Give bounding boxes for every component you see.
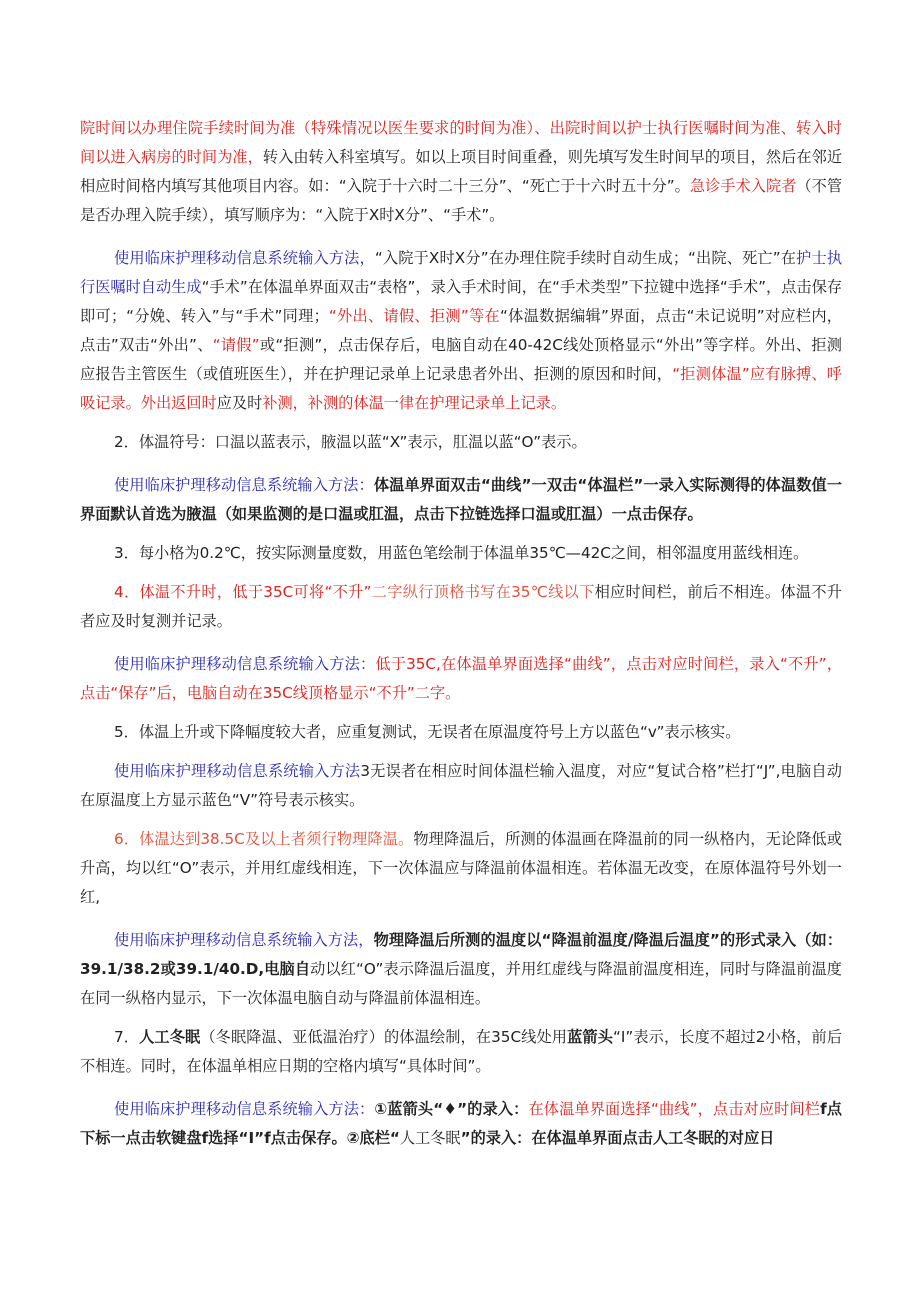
blue-arrow-input: ①蓝箭头“♦”的录入： (374, 1100, 529, 1118)
system-input-heading: 使用临床护理移动信息系统输入方法， (114, 931, 374, 949)
text: ”的录入： (460, 1129, 532, 1147)
text: （不管是否办理入院手续），填写顺序为：“入院于X时X分”、“手术”。 (80, 177, 843, 224)
text: 动以红“O”表示降温后温度，并用红虚线与降温前温度相连，同时与降温前温度在同一纵格内显示，下一次体温电脑自动与降温前体温相连。 (80, 960, 842, 1007)
not-rising-input-steps: 低于35C,在体温单界面选择“曲线”，点击对应时间栏，录入“不升”，点击“保存”后，电脑自动在35C线顶格显示“不升”二字。 (80, 655, 843, 702)
leave-label: “请假” (212, 336, 260, 354)
text: “体温数据编辑”界面，点击“未记说明”对应栏内，点击”双击“外出”、 (80, 307, 842, 354)
text: 3无误者在相应时间体温栏输入温度，对应“复试合格”栏打“J”,电脑自动在原温度上方显示蓝色“V”符号表示核实。 (80, 762, 842, 809)
paragraph-system-input-verify (80, 757, 842, 815)
system-input-heading: 使用临床护理移动信息系统输入方法： (114, 476, 374, 494)
temp-input-steps: 体温单界面双击“曲线”一双击“体温栏”一录入实际测得的体温数值一界面默认首选为腋温（如果监测的是口温或肛温，点击下拉链选择口温或肛温）一点击保存。 (80, 476, 842, 523)
physical-cooling-rule: 6．体温达到38.5C及以上者须行物理降温。 (114, 830, 414, 848)
refuse-temp-rule: “拒测体温”应有脉搏、呼吸记录。外出返回时 (80, 365, 842, 412)
text: “I”表示，长度不超过2小格，前后不相连。同时，在体温单相应日期的空格内填写“具体时间”。 (80, 1028, 843, 1075)
paragraph-temp-symbols (80, 428, 842, 457)
text: 转入由转入科室填写。如以上项目时间重叠，则先填写发生时间早的项目，然后在邻近相应时间格内填写其他项目内容。如：“入院于十六时二十三分”、“死亡于十六时五十分”。 (80, 148, 843, 195)
text: 相应时间栏，前后不相连。体温不升者应及时复测并记录。 (80, 583, 842, 630)
keyboard-steps: f点下标一点击软键盘f选择“I”f点击保存。②底栏“ (80, 1100, 842, 1147)
paragraph-admission-time (80, 114, 842, 230)
paragraph-system-input-hibernation (80, 1095, 842, 1153)
system-input-heading: 使用临床护理移动信息系统输入方法： (114, 655, 376, 673)
nurse-order-auto: 护士执行医嘱时自动生成 (80, 249, 843, 296)
paragraph-temp-not-rising (80, 578, 842, 636)
paragraph-large-change (80, 718, 842, 747)
system-input-heading: 使用临床护理移动信息系统输入方法： (114, 1100, 375, 1118)
text: 7． (114, 1028, 140, 1046)
text: 应及时 (216, 394, 263, 412)
admission-time-rule: 院时间以办理住院手续时间为准（特殊情况以医生要求的时间为准）、出院时间以护士执行医嘱时间为准、转入时间以进入病房的时间为准， (80, 119, 842, 166)
paragraph-physical-cooling (80, 825, 842, 912)
text: 人工冬眠 (399, 1129, 461, 1147)
out-leave-refuse: “外出、请假、拒测”等在 (328, 307, 500, 325)
artificial-hibernation-label: 人工冬眠 (139, 1028, 201, 1046)
paragraph-grid-scale (80, 539, 842, 568)
retest-record-rule: 补测，补测的体温一律在护理记录单上记录。 (262, 394, 566, 412)
cooling-input-format: 物理降温后所测的温度以“降温前温度/降温后温度”的形式录入（如：39.1/38.2或39.1/40.D,电脑自 (80, 931, 843, 978)
text: 3．每小格为0.2℃，按实际测量度数，用蓝色笔绘制于体温单35℃—42C之间，相邻温度用蓝线相连。 (114, 544, 809, 562)
paragraph-system-input-temp (80, 471, 842, 529)
paragraph-system-input-events (80, 244, 842, 418)
system-input-heading: 使用临床护理移动信息系统输入方法 (114, 762, 361, 780)
emergency-surgery-admission: 急诊手术入院者 (689, 177, 797, 195)
paragraph-system-input-not-rising (80, 650, 842, 708)
text: （冬眠降温、亚低温治疗）的体温绘制，在35C线处用 (200, 1028, 568, 1046)
paragraph-artificial-hibernation (80, 1023, 842, 1081)
text: 物理降温后，所测的体温画在降温前的同一纵格内，无论降低或升高，均以红“O”表示，并用红虚线相连，下一次体温应与降温前体温相连。若体温无改变，在原体温符号外划一红, (80, 830, 843, 906)
blue-arrow-label: 蓝箭头 (567, 1028, 614, 1046)
temp-not-rising-rule: 4．体温不升时，低于35C可将“不升” (114, 583, 372, 601)
vertical-writing-rule: 二字纵行顶格书写在35℃线以下 (371, 583, 595, 601)
hibernation-input-step: 在体温单界面点击人工冬眠的对应日 (531, 1129, 775, 1147)
text: 2．体温符号：口温以蓝表示，腋温以蓝“X”表示，肛温以蓝“O”表示。 (114, 433, 587, 451)
system-input-heading: 使用临床护理移动信息系统输入方法， (114, 249, 375, 267)
paragraph-system-input-cooling (80, 926, 842, 1013)
curve-select-step: 在体温单界面选择“曲线”，点击对应时间栏 (528, 1100, 821, 1118)
text: 5．体温上升或下降幅度较大者，应重复测试，无误者在原温度符号上方以蓝色“v”表示核实。 (114, 723, 741, 741)
text: “入院于X时X分”在办理住院手续时自动生成；“出院、死亡”在 (374, 249, 797, 267)
text: 或“拒测”，点击保存后，电脑自动在40-42C线处顶格显示“外出”等字样。外出、拒测应报告主管医生（或值班医生），并在护理记录单上记录患者外出、拒测的原因和时间， (80, 336, 842, 383)
text: “手术”在体温单界面双击“表格”，录入手术时间，在“手术类型”下拉键中选择“手术”，点击保存即可；“分娩、转入”与“手术”同理； (80, 278, 843, 325)
